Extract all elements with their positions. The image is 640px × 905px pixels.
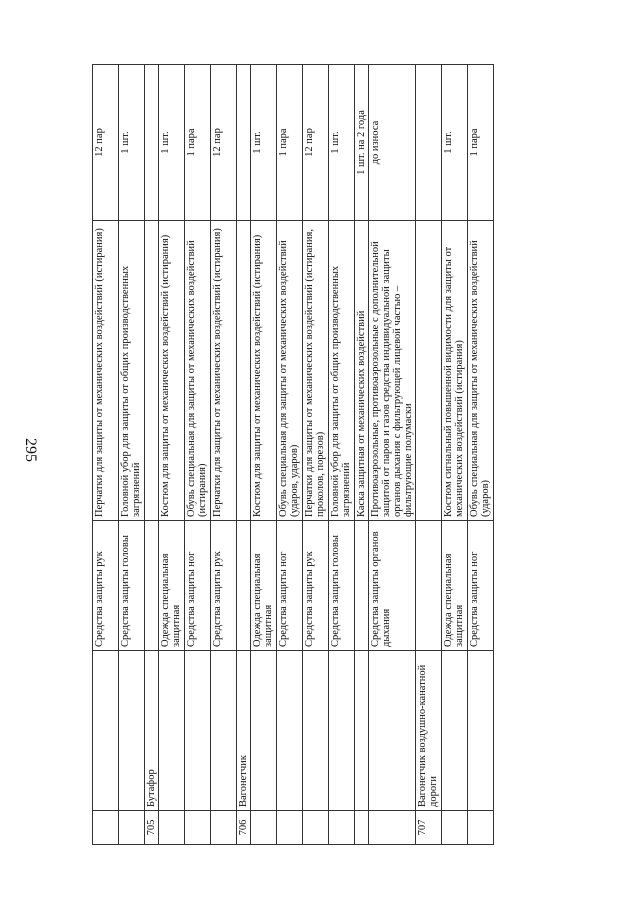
profession-cell	[159, 651, 185, 811]
category-cell: Одежда специальная защитная	[251, 521, 277, 651]
table-row	[355, 65, 369, 845]
row-number-cell	[303, 811, 329, 845]
quantity-cell: 1 пара	[185, 65, 211, 221]
row-number-cell	[119, 811, 145, 845]
category-cell	[237, 521, 251, 651]
quantity-cell: 12 пар	[211, 65, 237, 221]
category-cell: Средства защиты рук	[93, 521, 119, 651]
row-number-cell	[355, 811, 369, 845]
profession-cell	[119, 651, 145, 811]
item-cell: Обувь специальная для защиты от механических воздействий (ударов)	[468, 221, 494, 521]
profession-cell	[251, 651, 277, 811]
row-number-cell	[93, 811, 119, 845]
category-cell: Средства защиты рук	[211, 521, 237, 651]
category-cell: Средства защиты ног	[277, 521, 303, 651]
item-cell: Перчатки для защиты от механических воздействий (истирания, проколов, порезов)	[303, 221, 329, 521]
row-number-cell	[211, 811, 237, 845]
category-cell	[145, 521, 159, 651]
quantity-cell: 1 шт.	[329, 65, 355, 221]
quantity-cell: 1 шт.	[159, 65, 185, 221]
quantity-cell	[416, 65, 442, 221]
item-cell: Костюм для защиты от механических воздействий (истирания)	[251, 221, 277, 521]
quantity-cell: 12 пар	[303, 65, 329, 221]
profession-cell	[93, 651, 119, 811]
row-number-cell	[251, 811, 277, 845]
profession-cell	[277, 651, 303, 811]
quantity-cell	[145, 65, 159, 221]
profession-cell	[369, 651, 416, 811]
item-cell: Перчатки для защиты от механических воздействий (истирания)	[93, 221, 119, 521]
quantity-cell: до износа	[369, 65, 416, 221]
item-cell: Противоаэрозольные, противоаэрозольные с дополнительной защитой от паров и газов средства индивидуальной защиты органов дыхания с фильтрующей лицевой частью – фильтрующие полумаски	[369, 221, 416, 521]
table-row	[416, 65, 442, 845]
row-number-cell: 707	[416, 811, 442, 845]
profession-cell	[211, 651, 237, 811]
category-cell: Средства защиты головы	[119, 521, 145, 651]
row-number-cell	[159, 811, 185, 845]
ppe-norms-table	[92, 64, 494, 845]
table-row	[93, 65, 119, 845]
item-cell: Головной убор для защиты от общих производственных загрязнений	[119, 221, 145, 521]
quantity-cell: 1 шт.	[119, 65, 145, 221]
table-row	[119, 65, 145, 845]
category-cell: Средства защиты ног	[185, 521, 211, 651]
item-cell: Костюм для защиты от механических воздействий (истирания)	[159, 221, 185, 521]
category-cell: Средства защиты ног	[468, 521, 494, 651]
table-row	[369, 65, 416, 845]
table-row	[237, 65, 251, 845]
profession-cell: Вагонетчик воздушно-канатной дороги	[416, 651, 442, 811]
profession-cell	[442, 651, 468, 811]
row-number-cell: 705	[145, 811, 159, 845]
table-row	[303, 65, 329, 845]
page-number: 295	[22, 438, 39, 462]
row-number-cell	[442, 811, 468, 845]
item-cell: Каска защитная от механических воздействий	[355, 221, 369, 521]
table-row	[145, 65, 159, 845]
row-number-cell: 706	[237, 811, 251, 845]
table-row	[185, 65, 211, 845]
category-cell: Одежда специальная защитная	[159, 521, 185, 651]
quantity-cell: 1 шт.	[442, 65, 468, 221]
table-row	[329, 65, 355, 845]
category-cell: Средства защиты рук	[303, 521, 329, 651]
quantity-cell: 1 пара	[468, 65, 494, 221]
table-viewport	[92, 65, 492, 845]
item-cell: Перчатки для защиты от механических воздействий (истирания)	[211, 221, 237, 521]
row-number-cell	[369, 811, 416, 845]
item-cell: Головной убор для защиты от общих производственных загрязнений	[329, 221, 355, 521]
row-number-cell	[329, 811, 355, 845]
profession-cell	[468, 651, 494, 811]
profession-cell	[185, 651, 211, 811]
item-cell	[145, 221, 159, 521]
category-cell	[355, 521, 369, 651]
quantity-cell: 1 шт. на 2 года	[355, 65, 369, 221]
table-row	[277, 65, 303, 845]
table-row	[159, 65, 185, 845]
row-number-cell	[185, 811, 211, 845]
profession-cell	[355, 651, 369, 811]
category-cell: Одежда специальная защитная	[442, 521, 468, 651]
item-cell: Обувь специальная для защиты от механических воздействий (истирания)	[185, 221, 211, 521]
category-cell	[416, 521, 442, 651]
item-cell: Обувь специальная для защиты от механических воздействий (ударов, ударов)	[277, 221, 303, 521]
quantity-cell: 1 пара	[277, 65, 303, 221]
profession-cell: Бутафор	[145, 651, 159, 811]
table-row	[251, 65, 277, 845]
table-row	[211, 65, 237, 845]
quantity-cell	[237, 65, 251, 221]
item-cell	[416, 221, 442, 521]
rotated-table-container	[92, 65, 492, 845]
profession-cell	[303, 651, 329, 811]
quantity-cell: 12 пар	[93, 65, 119, 221]
category-cell: Средства защиты головы	[329, 521, 355, 651]
quantity-cell: 1 шт.	[251, 65, 277, 221]
item-cell: Костюм сигнальный повышенной видимости для защиты от механических воздействий (истирания)	[442, 221, 468, 521]
row-number-cell	[277, 811, 303, 845]
item-cell	[237, 221, 251, 521]
category-cell: Средства защиты органов дыхания	[369, 521, 416, 651]
row-number-cell	[468, 811, 494, 845]
table-row	[468, 65, 494, 845]
profession-cell: Вагонетчик	[237, 651, 251, 811]
profession-cell	[329, 651, 355, 811]
table-row	[442, 65, 468, 845]
